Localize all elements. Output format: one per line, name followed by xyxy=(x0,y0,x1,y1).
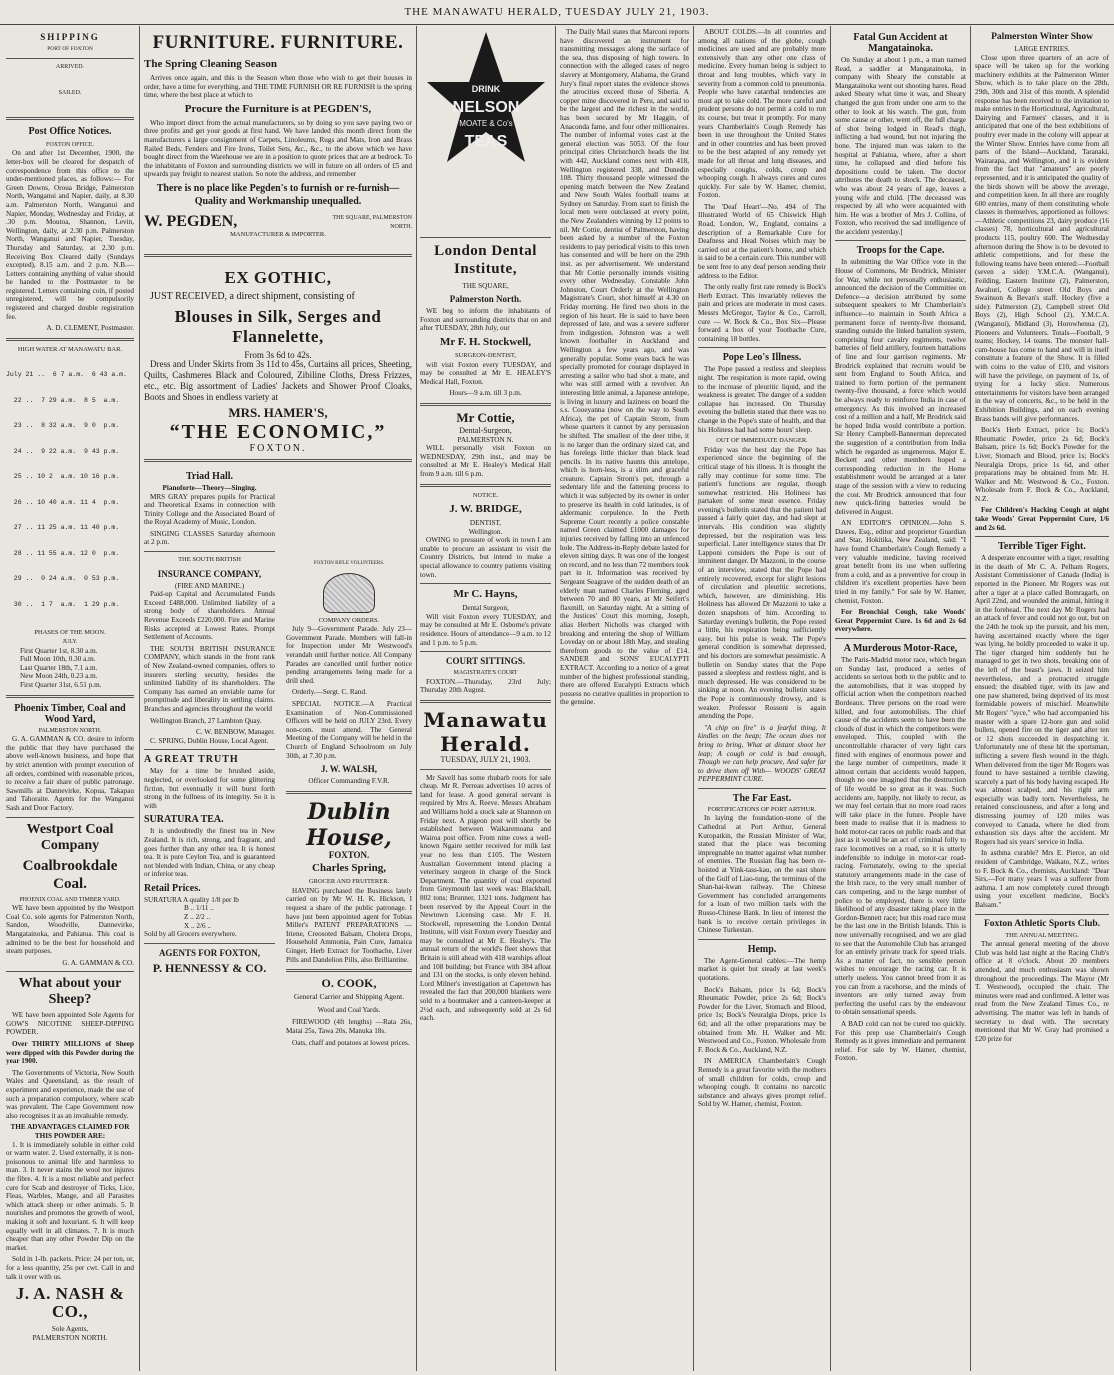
motor-race-body: The Paris-Madrid motor race, which began on Sunday last, produced a series of accidents so serious both to the public and to the automobilists, that it was stopped by official action when the competitors reached Bordeaux. Three persons on the road were killed, and four automobilists. The chief cause of the accidents seem to have been the clouds of dust in which the competitors were enveloped. This, coupled with the uncontrollable character of very light cars fitted with engines of enormous power and the large number of competitors, made it almost certain that accidents would happen, though no one imagined that the destruction of life would be so great as it was. Such accidents are, happily, not likely to recur, as we may feel certain that no more road races will take place in the future. People have been made to realise that it is madness to hold motor-car races on public roads and that just as it would be an act of criminal folly to race locomotives on a road, so it is utterly indefensible to indulge in motor-car road-racing. Fortunately, owing to the special statutory arrangements made in the case of the Irish race, to the very small number of cars competing, and to the large number of police to be employed, there is very little likelihood of any disaster taking place in the Gordon-Bennett race; but this road race must be the last one in the British Islands. This is now universally recognised, and we are glad to see that the Automobile Club has arranged for an entirely private track for speed trials. As a matter of fact, no sensible person wishes to encourage the racing car. It is utterly useless. You cannot breed from it as you can from a racehorse, and the minds of inventors are only turned away from perfecting the useful cars by the endeavour to obtain sensational speeds. xyxy=(835,656,966,1017)
company-orders: COMPANY ORDERS. xyxy=(318,616,380,624)
cottie-role: Dental-Surgeon, xyxy=(459,425,512,435)
great-truth-body: May for a time be brushed aside, neglected, or overlooked for some glittering fiction, but eventually it will burst forth strong in the fullness of its integrity. So it is with xyxy=(144,767,275,810)
column-7 xyxy=(835,28,966,1368)
fire-marine: (FIRE AND MARINE.) xyxy=(174,581,245,590)
column-8 xyxy=(975,28,1109,1368)
tide-row: 26 .. 10 40 a.m. 11 4 p.m. xyxy=(6,498,120,506)
moon-row: Last Quarter 18th, 7.1 a.m. xyxy=(20,663,98,672)
fatal-heading: Fatal Gun Accident at Mangatainoka. xyxy=(853,32,948,54)
bock-ad: Bock's Balsam, price 1s 6d; Bock's Rheumatic Powder, price 2s 6d; Bock's Powder for the Liver, Stomach and Blood, price 1s; Bock's Neuralgia Drops, price 1s 6d; and all the other preparations may be obtained from Mr. H. Walker and Mr. Westwood and Co., Foxton. Wholesale from F. Bock & Co., Auckland, N.Z. xyxy=(698,985,826,1054)
moon-row: First Quarter 31st, 6.51 p.m. xyxy=(20,681,102,689)
cook-sub: General Carrier and Shipping Agent. xyxy=(293,992,405,1002)
motor-race-heading: A Murderous Motor-Race, xyxy=(843,643,958,654)
troops-heading: Troops for the Cape. xyxy=(856,245,945,257)
column-rule xyxy=(555,26,556,1371)
annual-body: The annual general meeting of the above Club was held last night at the Racing Club's office at 8 o'clock. About 20 members attended, and much enthusiasm was shown throughout the proceedings. The Mayor (Mr T. Westwood), occupied the chair. The minutes were read and confirmed. A letter was read from the New Zealand Times Co., re advertising. The matter was left in hands of secretary to deal with. The secretary mentioned that Mr W. Gray had promised a £20 prize for xyxy=(975,940,1109,1043)
post-office-heading: Post Office Notices. xyxy=(28,125,112,137)
bad-cold-ad: A BAD cold can not be cured too quickly. For this prep use Chamberlain's Cough Remedy as it gives immediate and permanent relief. For sale by W. Hamer, chemist, Foxton. xyxy=(835,1019,966,1063)
dental-palmerston: Palmerston North. xyxy=(449,294,522,305)
rifle-heading: FOXTON RIFLE VOLUNTEERS. xyxy=(313,561,385,566)
grocer-label: GROCER AND FRUITERER. xyxy=(308,878,390,886)
masthead-title: THE MANAWATU HERALD, TUESDAY JULY 21, 1903. xyxy=(404,6,710,18)
furniture-heading: FURNITURE. FURNITURE. xyxy=(152,32,404,53)
suratura-body: It is undoubtedly the finest tea in New Zealand. It is rich, strong, and fragrant, and goes further than any other tea. It is honest tea. It is pure Ceylon Tea, and is guaranteed not blended with Indian, China, or any cheap or inferior teas. xyxy=(144,827,275,879)
toothache-article: The only really first rate remedy is Bock's Herb Extract. This invariably relieves the pain and prices are moderate in most cases. Messrs McGregor, Taylor & Co., Carroll, cure — W. Bock & Co., Box Six—Please forward a box of your Toothache Cure, containing 18 bottles. xyxy=(698,283,826,343)
grocers-line: Sold by all Grocers everywhere. xyxy=(144,930,237,939)
large-entries: LARGE ENTRIES. xyxy=(1014,45,1070,53)
court-heading: COURT SITTINGS. xyxy=(445,656,526,667)
sailed-label: SAILED. xyxy=(58,90,82,97)
herald-date: TUESDAY, JULY 21, 1903. xyxy=(440,755,531,764)
gamman-signature: G. A. GAMMAN & CO. xyxy=(62,958,134,967)
herald-title: Manawatu Herald. xyxy=(423,708,548,756)
retail-heading: Retail Prices. xyxy=(144,882,201,894)
bridge-notice: NOTICE. xyxy=(472,491,499,499)
coalbrookdale-heading: Coalbrookdale Coal. xyxy=(22,857,118,892)
nash-place: PALMERSTON NORTH. xyxy=(32,1333,108,1342)
benbow-signature: C. W. BENBOW, Manager. xyxy=(196,728,275,737)
bronchial-ad: For Bronchial Cough, take Woods' Great Peppermint Cure. 1s 6d and 2s 6d everywhere. xyxy=(835,608,966,634)
moate-text: MOATE & Co's xyxy=(458,119,513,128)
dublin-house-heading: Dublin House, xyxy=(306,798,392,851)
sheep-over: Over THIRTY MILLIONS of Sheep were dipped with this Powder during the year 1900. xyxy=(6,1040,134,1066)
chamberlain-ad: IN AMERICA Chamberlain's Cough Remedy is a great favorite with the mothers of small children for colds, croup and whooping cough. It contains no narcotic substance and always gives prompt relief. Sold by W. Hamer, chemist, Foxton. xyxy=(698,1057,826,1109)
fortifications: FORTIFICATIONS OF PORT ARTHUR. xyxy=(707,805,817,813)
nash-sub: Sole Agents, xyxy=(51,1325,89,1334)
hemp-body: The Agent-General cables:—The hemp market is quiet but steady at last week's quotations. xyxy=(698,956,826,982)
triad-heading: Triad Hall. xyxy=(185,470,234,482)
singing-classes: SINGING CLASSES Saturday afternoon at 2 p.m. xyxy=(144,529,275,547)
fort-body: In laying the foundation-stone of the Cathedral at Port Arthur, General Kuropatkin, the Russian Minister of War, stated that the place was becoming impregnable no matter against what number of enemies. The Russian flag has been re-hoisted at Yink-tass-kau, on the east shore of the Gulf of Liao-tung, the terminus of the Shan-hai-kwan railway. The Chinese Government has concluded arrangements for a loan of two million taels with the Russo-Chinese Bank. In lieu of interest the bank is to receive certain privileges in Chinese Turkestan. xyxy=(698,814,826,935)
spring-agent: C. SPRING, Dublin House, Local Agent. xyxy=(150,736,269,745)
pope-heading: Pope Leo's Illness. xyxy=(722,352,802,364)
suratura-heading: SURATURA TEA. xyxy=(144,814,224,826)
deaf-article: The 'Deaf Heart'—No. 494 of The Illustrated World of 65 Chiswick High Road, London, W., England, contains a description of a Remarkable Cure for Deafness and Head Noises which may be carried out at the patient's home, and which is said to be a certain cure. This number will be sent free to any deaf person sending their address to the Editor. xyxy=(698,202,826,280)
editor-opinion: AN EDITOR'S OPINION.—John S. Dawes, Esq., editor and proprietor Guardian and Star, Hokitika, New Zealand, said: "I have found Chamberlain's Cough Remedy a very valuable medicine, having received great benefit from its use when suffering from a cold, and as a preventive for croup in children it's excellent properties have been tried in my family." For sale by W. Hamer, chemist, Foxton. xyxy=(835,519,966,605)
dental-square: THE SQUARE, xyxy=(462,281,509,290)
bridge-place: Wellington. xyxy=(468,527,503,536)
column-rule xyxy=(416,26,417,1371)
hamer-heading: MRS. HAMER'S, xyxy=(228,405,328,421)
surgeon-label: SURGEON-DENTIST, xyxy=(454,351,517,359)
phoenix-yard: PHOENIX COAL AND TIMBER YARD. xyxy=(19,896,121,903)
verse: "A chip on fire" is a fearful thing, It kindles on the heap; The ocean does not bring to bring, What at distant shoot her leap; A cough or cold is bad enough, Though we can help procure, And safer far to drive them off With— WOODS' GREAT PEPPERMINT CURE. xyxy=(698,723,826,784)
tide-row: July 21 .. 6 7 a.m. 6 43 a.m. xyxy=(6,371,127,379)
spring-heading: The Spring Cleaning Season xyxy=(144,58,277,70)
dental-hours: Hours—9 a.m. till 3 p.m. xyxy=(449,389,522,398)
price-row: B .. 1/11 .. xyxy=(184,904,214,913)
sheep-governments: The Governments of Victoria, New South Wales and Queensland, as the result of experiment and experience, made the use of such a preparation compulsory, where scab was prevalent. The Cape Government now also recognises it as an invaluable remedy. xyxy=(6,1068,134,1120)
blouses-price: From 3s 6d to 42s. xyxy=(244,349,312,360)
wood-yards: Wood and Coal Yards. xyxy=(317,1005,381,1014)
procure-heading: Procure the Furniture is at PEGDEN'S, xyxy=(184,102,372,115)
column-1 xyxy=(6,28,134,1368)
crest-image xyxy=(323,573,375,613)
ex-gothic-body: JUST RECEIVED, a direct shipment, consisting of xyxy=(150,290,355,302)
spring-body: HAVING purchased the Business lately carried on by Mr W. H. K. Hickson, I request a share of the public patronage. I have just been appointed agent for Tobias Miller's PATENT PREPARATIONS — Iriene, Creosoted Balsam, Cholera Drops, Household Ammonia, Pain Cure, Jamaica Ginger, Herb Extract for Toothache, Liver Pills and Dandelion Pills, also Brilliantine. xyxy=(286,886,412,964)
moon-row: Full Moon 10th, 0.30 a.m. xyxy=(20,655,96,664)
cottie-heading: Mr Cottie, xyxy=(456,409,515,425)
winter-show-heading: Palmerston Winter Show xyxy=(991,32,1093,42)
annual-meeting: THE ANNUAL MEETING. xyxy=(1005,931,1079,939)
column-rule xyxy=(139,26,140,1371)
court-body: FOXTON.—Thursday, 23rd July; Thursday 20th August. xyxy=(420,677,551,695)
ex-gothic-heading: EX GOTHIC, xyxy=(224,267,332,287)
insurance-heading: INSURANCE COMPANY, xyxy=(157,568,262,579)
sheep-heading: What about your Sheep? xyxy=(18,976,122,1008)
pope-body: The Pope passed a restless and sleepless night. The respiration is more rapid, owing to the increase of pleuritic liquid, and the weakness is greater. The danger of a sudden collapse has increased. On Thursday evening the bulletin stated that there was no change in the Pope's state of health, and that his Holiness had had some hours' sleep. xyxy=(698,365,826,434)
column-rule xyxy=(970,26,971,1371)
hayns-heading: Mr C. Hayns, xyxy=(453,588,518,601)
no-place-heading: There is no place like Pegden's to furnish or re-furnish—Quality and Workmanship unequalled. xyxy=(156,182,400,207)
spring-body: Arrives once again, and this is the Season when those who wish to get their houses in order, have a time for everything, and THE TIME FURNISH OR RE FURNISH is the spring time, where the best place at which to xyxy=(144,74,412,100)
teas-text: TEAS xyxy=(464,133,507,150)
piano-heading: Pianoforte—Theory—Singing. xyxy=(162,483,257,492)
column-rule xyxy=(693,26,694,1371)
wellington-branch: Wellington Branch, 27 Lambton Quay. xyxy=(150,716,262,725)
nash-heading: J. A. NASH & CO., xyxy=(15,1284,125,1322)
post-office-body: On and after 1st December, 1900, the letter-box will be cleared for despatch of correspondence from this office to the under-mentioned places, as follows:— For Green Downs, Oroua Bridge, Palmerston North, Wanganui and Napier, daily, at 8.30 a.m. Palmerston North, Wanganui and Napier, Monday, Wednesday and Friday, at .30 p.m. Moutoa, Shannon, Levin, Wellington, daily, at 2.30 p.m. Palmerston North, Wanganui and Napier, Tuesday, Thursday and Saturday, at 2.30 p.m. Receiving Box Cleared daily (Sundays excepted), 8.15 a.m. and 2 p.m. N.B.—Letters containing anything of value should be handed to the Postmaster to be registered. Letters containing coin, if posted unregistered, will be compulsorily registered and charged double registration fee. xyxy=(6,149,134,321)
bridge-role: DENTIST, xyxy=(469,519,502,528)
tide-row: 23 .. 8 32 a.m. 9 0 p.m. xyxy=(6,422,120,430)
news-body: Mr Savell has some rhubarb roots for sale cheap. Mr R. Perreau advertises 10 acres of land for lease. A good general servant is required by Mrs A. Reeve. Messrs Abraham and Williams hold a stock sale at Shannon on Friday next. A pigeon post will shortly be established between Waikaremoana and Wairoa post office. From nine cows a well-known Ngaire settler received for milk last year no less than £105. The Western Australian Government intend placing a veterinary surgeon in charge of the Stock Department. The quantity of coal exported from Greymouth last week was: Blackball, 802 tons; Brunner, 1321 tons. Judgment has been reserved by the Appeal Court in the Newtown Licensing case. Mr F. H. Stockwell, representing the London Dental Institute, will visit Foxton every Tuesday and may be consulted at Mr E. Healey's. The annual return of the world's fleet shows that Britain is still ahead with 418 warships afloat and 108 building; but France with 384 afloat and 131 on the stocks, is only eleven behind. Lord Milner's investigation at Capetown has revealed the fact that 200,000 blankets were sold to a bootmaker and a canteen-keeper at 2½d each, and subsequently sold at 2s 6d each. xyxy=(420,773,551,1023)
asthma-ad: In asthma curable? Mrs E. Pierce, an old resident of Cambridge, Waikato, N.Z., writes to F. Bock & Co., chemists, Auckland: "Dear Sirs,—For many years I was a sufferer from asthma. I am now completely cured through using your excellent medicine, Bock's Balsam." xyxy=(975,849,1109,909)
moon-month: JULY. xyxy=(62,639,78,646)
advantages-list: 1. It is immediately soluble in either cold or warm water. 2. Used externally, it is non-poisonous to animal life and harmless to man. 3. It never stains the wool nor injures the fibre. 4. It is a most reliable and perfect cure for Scab and destroyer of Ticks, Lice, Fleas, Warbles, Mange, and all Parasites which attack sheep or other animals. 5. It nourishes and promotes the growth of wool, making it soft and luxuriant. 6. It will keep equally well in all climates. 7. It is much cheaper than any other Powder Dip on the market. xyxy=(6,1140,134,1252)
magistrate-label: MAGISTRATE'S COURT xyxy=(453,670,518,677)
great-truth-heading: A GREAT TRUTH xyxy=(144,754,239,766)
phoenix-heading: Phoenix Timber, Coal and Wood Yard, xyxy=(14,702,126,725)
special-notice: SPECIAL NOTICE.—A Practical Examination of Non-Commissioned Officers will be held on JULY 23rd. Every non-com. must attend. The General Meeting of the Company will be held in the Church of England Schoolroom on July 30th, at 7.30 p.m. xyxy=(286,699,412,760)
far-east-heading: The Far East. xyxy=(732,792,792,804)
moon-heading: PHASES OF THE MOON. xyxy=(34,629,106,637)
stockwell-body: will visit Foxton every TUESDAY, and may be consulted at Mr E. HEALEY'S Medical Hall, Foxton. xyxy=(420,360,551,386)
dress-body: Dress and Under Skirts from 3s 11d to 45s, Curtains all prices, Sheeting, Quilts, Cashmeres Black and Coloured, Zibiline Cloths, Dress Frizzes, etc., etc. Big assortment of Ladies' Jackets and Shower Proof Cloaks, Boots and Shoes in endless variety at xyxy=(144,359,412,403)
oats-line: Oats, chaff and potatoes at lowest prices. xyxy=(292,1038,410,1047)
orderly: Orderly.—Sergt. C. Rand. xyxy=(292,688,367,697)
column-3-lower xyxy=(286,560,412,1368)
price-row: SURATURA A quality 1/8 per lb xyxy=(144,895,239,904)
economic-place: FOXTON. xyxy=(249,443,307,455)
moon-row: First Quarter 1st, 8.30 a.m. xyxy=(20,646,98,655)
south-body-2: THE SOUTH BRITISH INSURANCE COMPANY, which stands in the front rank of New Zealand-owned companies, offers to insurers sterling security, besides the unlimited liability of its shareholders. The Company has earned an enviable name for promptitude and liberality in settling claims. Branches and agencies throughout the world xyxy=(144,644,275,713)
hennessy-heading: P. HENNESSY & CO. xyxy=(152,960,267,975)
tide-row: 24 .. 9 22 a.m. 9 43 p.m. xyxy=(6,447,120,455)
tide-row: 30 .. 1 7 a.m. 1 29 p.m. xyxy=(6,600,120,608)
price-row: Z .. 2/2 .. xyxy=(184,913,211,922)
column-5 xyxy=(560,28,689,1368)
shipping-heading: SHIPPING xyxy=(40,32,100,42)
bridge-body: OWING to pressure of work in town I am unable to procure an assistant to visit the Country Districts, but intend to make a special allowance to country patients visiting town. xyxy=(420,536,551,579)
troops-body: In submitting the War Office vote in the House of Commons, Mr Brodrick, Minister for War, while not personally enthusiastic, announced the decision of the Committee on Defence—a decision attributed by some subsequent speakers to Mr Chamberlain's influence—to maintain in South Africa a permanent force of twenty-five thousand, standing outside the linked battalion system, comprising four cavalry regiments, twelve batteries of field artillery, fourteen battalions of line and four garrison regiments. Mr Brodrick explained that recruits would be sent from England to South Africa, and trained to form portion of the permanent twenty-five thousand, a force which would be always ready to reinforce India in case of emergency. As this involved an increased cost of a million and a half, Mr Brodrick said he hoped India would contribute a portion. Sir Henry Campbell-Bannerman deprecated the suggestion of a contribution from India which he regarded as ungenerous. Major E. Beckett and other members hoped a corresponding reduction in the Home establishment would be arranged at a later stage of the session with a view to reducing the cost. Mr Brodrick announced that four new quick-firing batteries would be delivered in August. xyxy=(835,258,966,516)
column-6 xyxy=(698,28,826,1368)
nelson-text: NELSON xyxy=(452,99,519,116)
news-body-2: The Daily Mail states that Marconi reports have discovered an instrument for transmitting messages along the surface of the sea, thus disposing of high towers. In connection with the alleged cases of negro slavery at Montgomery, Alabama, the Grand Jury's final report states the evidence shows the atrocities exceed those of Siberia. A copper mine discovered in Peru, and said to be the largest and the richest in the world, has been secured by Mr Haggin, of Anaconda fame, and four other millionaires. The number of informal votes cast at the general election was 5053. Of the four principal cities Christchurch heads the list with 442, Auckland comes next with 418, Wellington registered 338, and Dunedin 108. Thirty thousand people witnessed the opening match between the New Zealand and New South Wales football teams at Sydney on Saturday. From start to finish the local men were outclassed at every point, the New Zealanders winning by 12 points to nil. Mr Cottie, dentist of Palmerston, having been asked by a number of the Foxton residents to pay periodical visits to this town has consented and will be here on the 29th inst. as per advertisement. We understand that Mr Cottie personally intends visiting every other Wednesday. Constable John Johnston, Court Orderly at the Wellington Magistrate's Court, shot himself at 4.30 on Friday morning. He fired two shots in the region of his heart. He is said to have been depressed of late, and was a severe sufferer from indigestion. Johnston was a well known footballer in Auckland and Wellington a few years ago, and was generally popular. Some years back he was specially promoted for courage displayed in arresting a sailor who had shot a mate, and who was still armed with a revolver. An interesting little animal, a Japanese antelope, is living in luxury and laziness on board the s.s. Cooeyanna (now on the way to South Africa), the pet of Captain Strom, from whose quarters it cannot by any persuasion be shifted. The smallest of the deer tribe, it is no larger than the ordinary sized cat, and has forelegs little thicker than black lead pencils. In its native haunts this antelope, which is horn-less, is a slim and graceful creature. Captain Strom's pet, through a sedentary life and the fattening process to which it was subjected by its owner in order to preserve its health in cold latitudes, is of aldermanic corpulence. In the Perth Supreme Court recently a police constable named Green claimed £1000 damages for injuries received by falling into an unfenced hole. The Address-in-Reply debate lasted for eleven sitting days. It was one of the longest on record, and no less than 72 members took part in it. Information was received by Sergeant Seagrave of the sudden death of an elderly man named Charles Fleming, aged between 70 and 80 years, at Mr Seifert's flaxmill, on Saturday night. At a sitting of the Justices' Court this morning, Joseph, alias Herbert Nicholls was charged with breaking and entering the shop of William Loveday on or about 18th May, and stealing therefrom goods to the value of £14. SANDER and SONS' EUCALYPTI EXTRACT. According to a notice of a great number of the highest professional standing, there are offered Eucalypti Extracts which possess no curative qualities in proportion to the genuine. xyxy=(560,28,689,707)
gray-body: MRS GRAY prepares pupils for Practical and Theoretical Exams in connection with Trinity College and the Associated Board of the Royal Academy of Music, London. xyxy=(144,492,275,527)
economic-heading: “THE ECONOMIC,” xyxy=(169,421,387,444)
arrived-label: ARRIVED. xyxy=(55,63,85,70)
hayns-role: Dental Surgeon, xyxy=(462,604,509,613)
south-british-title: THE SOUTH BRITISH xyxy=(178,556,241,564)
westport-heading: Westport Coal Company xyxy=(26,821,114,853)
south-body: Paid-up Capital and Accumulated Funds Exceed £488,000. Unlimited liability of a strong body of shareholders. Annual Revenue Exceeds £220,000. Fire and Marine Risks accepted at Lowest Rates. Prompt Settlement of Accounts. xyxy=(144,590,275,642)
walsh-heading: J. W. WALSH, xyxy=(320,764,378,775)
nelson-teas-ad xyxy=(420,30,551,233)
walsh-role: Officer Commanding F.V.R. xyxy=(308,777,390,786)
fatal-body: On Sunday at about 1 p.m., a man named Read, a saddler at Mangatainoka, in company with Sheary the constable at Mangatainoka went out shooting hares. Read asked Sheary what time it was, and Sheary changed the gun from under one arm to the other to look at his watch. The gun, from some cause or other, went off, the full charge of shot being lodged in Read's thigh, inflicting a bad wound, but not injuring the bone. The injured man was taken to the hospital at Pahiatua, where, after a short time, he collapsed and died before his depositions could be taken. The doctor attributes the death to shock. The deceased, who was about 24 years of age, leaves a young wife and child. [The deceased was respected by all who were acquainted with him. He was a brother of Mrs J. Collins, of Foxton, who received the sad intelligence of the accident yesterday.] xyxy=(835,56,966,236)
firewood-prices: FIREWOOD (4ft lengths) —Rata 26s, Matai 25s, Tawa 20s, Manuka 18s. xyxy=(286,1018,412,1035)
out-of-danger: OUT OF IMMEDIATE DANGER. xyxy=(716,437,808,445)
price-row: X .. 2/6 .. xyxy=(184,921,211,930)
advantages-heading: THE ADVANTAGES CLAIMED FOR THIS POWDER ARE: xyxy=(10,1123,130,1140)
out-body: Friday was the best day the Pope has experienced since the beginning of the critical stage of his illness. It is thought the rally may continue for some time. The patient's functions are regular, though somewhat restricted. His Holiness has partaken of some meat essence. Friday evening's bulletin stated that the patient had passed a fairly quiet day, and had slept at intervals. His condition was slightly depressed, but the respiration was less superficial. Later intelligence states that Dr Lapponi considers the Pope is out of imminent danger. Dr Mazzoni, in the course of an interview, stated that the Pope had entirely recovered, except for slight lesions of circulation and pleuritic secretions, which, however, are diminishing. His Holiness has allowed Dr Mazzoni to take a dozen snapshots of him. According to Saturday evening's bulletin, the Pope rested a little, his respiration being sufficiently easy, but his pulse is weak. The Pope's general condition is somewhat depressed, and his doctors are somewhat pessimistic. A bulletin on Sunday states that the Pope passed a sleepless and restless night, and is much depressed. He was considered to be sinking at noon. An evening bulletin states the Pope is continuously drowsy, and is weaker. Professor Rossoni is again attending the Pope. xyxy=(698,445,826,721)
dublin-place: FOXTON. xyxy=(328,849,370,860)
cottie-place: PALMERSTON N. xyxy=(457,435,514,444)
tide-heading: HIGH WATER AT MANAWATU BAR. xyxy=(17,345,123,353)
tide-row: 27 .. 11 25 a.m. 11 40 p.m. xyxy=(6,524,120,532)
phoenix-place: PALMERSTON NORTH. xyxy=(38,727,102,734)
bock-herb-ad: Bock's Herb Extract, price 1s; Bock's Rheumatic Powder, price 2s 6d; Bock's Balsam, price 1s 6d; Bock's Powder for the Liver, Stomach and Blood, price 1s; Bock's Neuralgia Drops, price 1s 6d, and other preparations may be obtained from Mr. H. Walker and Mr. Westwood & Co., Foxton. Wholesale from F. Bock & Co., Auckland, N.Z. xyxy=(975,426,1109,503)
pegden-role: MANUFACTURER & IMPORTER. xyxy=(230,231,326,239)
post-office-sub: FOXTON OFFICE. xyxy=(46,141,94,148)
drink-text: DRINK xyxy=(471,84,500,94)
blouses-heading: Blouses in Silk, Serges and Flannelette, xyxy=(174,306,382,346)
postmaster: A. D. CLEMENT, Postmaster. xyxy=(46,324,134,333)
tide-row: 25 .. 10 2 a.m. 10 16 p.m. xyxy=(6,473,120,481)
orders-body: July 9—Government Parade. July 23—Government Parade. Members will fall-in for Inspection under Mr Westwood's verandah until further notice. All Company Parades are cancelled until further notice pending arrangements being made for a drill shed. xyxy=(286,625,412,685)
dental-institute-heading: London Dental Institute, xyxy=(434,242,537,277)
cook-heading: O. COOK, xyxy=(321,976,377,991)
column-rule xyxy=(830,26,831,1371)
phoenix-body: G. A. GAMMAN & CO. desire to inform the public that they have purchased the above well-known business, and hope that by strict attention with prompt execution of all orders, combined with reasonable prices, to receive a fair share of public patronage. Sawmills at Dannevirke, Kopua, Takapau and Tahoraite. Agents for the Wanganui Sash and Door Factory. xyxy=(6,735,134,812)
pegden-address: THE SQUARE, PALMERSTON NORTH. xyxy=(332,214,412,230)
moon-row: New Moon 24th, 0.23 a.m. xyxy=(20,672,98,681)
hayns-body: Will visit Foxton every TUESDAY, and may be consulted at Mr E. Osborne's private residence. Hours of attendance—9 a.m. to 12 and 1 p.m. to 5 p.m. xyxy=(420,612,551,647)
agents-heading: AGENTS FOR FOXTON, xyxy=(158,947,261,958)
tide-row: 28 .. 11 55 a.m. 12 0 p.m. xyxy=(6,549,120,557)
masthead xyxy=(0,0,1114,25)
hemp-heading: Hemp. xyxy=(747,943,777,955)
dental-body: WE beg to inform the inhabitants of Foxton and surrounding districts that on and after TUESDAY, 28th July, our xyxy=(420,307,551,333)
star-logo xyxy=(423,30,549,230)
stockwell-heading: Mr F. H. Stockwell, xyxy=(439,335,532,348)
bridge-heading: J. W. BRIDGE, xyxy=(449,503,522,516)
westport-body: WE have been appointed by the Westport Coal Co. sole agents for Palmerston North, Sandon, Woodville, Dannevirke, Mangatainoka, and Pahiatua. This coal is admitted to be the best for household and steam purposes. xyxy=(6,904,134,956)
price-text: Sold in 1-lb. packets. Price: 24 per ton, or, for a less quantity, 25s per cwt. Call in and talk it over with us. xyxy=(6,1255,134,1281)
winter-show-body: Close upon three quarters of an acre of space will be taken up for the working machinery exhibits at the Palmerston Winter Show, which is to take place on the 28th, 29th, 30th and 31st of this month. A splendid response has been received to the invitation to make entries in the Horticultural, Agricultural, Dairying and Farmers' classes, and it is anticipated that one of the best exhibitions of poultry ever made in the colony will appear at the Winter Show. Entries have come from all parts of the Island—Auckland, Taranaki, Wairarapa, and Wellington, and it is evident from the fact that "amateurs" are poorly represented, and it is anticipated the quality of the birds shown will be above the average, and competition keen. In all there are roughly 600 entries, many of them constituting whole classes in themselves, apportioned as follows:—Athletic competitions 23, dairy produce (16 classes) 78, horticultural and agricultural products 115, poultry 600. The Wednesday afternoon during the Show is to be devoted to athletic competitions, and for these the following teams have been entered:—Football (seven a side): Y.M.C.A. (Wanganui), Feilding, Eastern Institute (2), Palmerston, Awahuri, College street Old Boys and Swainson & Bevan's staff. Hockey (five a side): Palmerston (2), Campbell street Old Boys (2), High School (2), Y.M.C.A. (Wanganui), Midland (3), Horowhenua (2), Pioneers and Volunteers. Totals—Football, 9 teams; Hockey, 14 teams. The monster hall-cum-house has come to hand and will in itself constitute a feature of the Show. It is filled with coins to the value of £10, and visitors will have the privilege, on payment of 1s, of trying for a lucky slice. Numerous entertainments for visitors have been arranged in the way of concerts, &c., to be held in the Exhibition Buildings, and on each evening Brass bands will give performances. xyxy=(975,53,1109,423)
sheep-body: WE have been appointed Sole Agents for GOW'S NICOTINE SHEEP-DIPPING POWDER. xyxy=(6,1011,134,1037)
tide-table xyxy=(6,354,134,626)
colds-article: ABOUT COLDS.—In all countries and among all nations of the globe, cough medicines are used and are probably more extensively than any other one class of medicine. Every human being is subject to throat and lung troubles, which vary in severity from a common cold to pneumonia. People who have catarrhal tendencies are most apt to take cold. The more careful and prudent persons do not permit a cold to run its course, but treat it promptly. For many years Chamberlain's Cough Remedy has been in use throughout the United States and in other countries and has been proved to be the best adapted of any remedy yet made for all throat and lung diseases, and especially coughs, colds, croup and whooping cough. It always cures and cures quickly. For sale by W. Hamer, chemist, Foxton. xyxy=(698,28,826,200)
port-label: PORT OF FOXTON xyxy=(47,46,93,52)
cottie-body: WILL personally visit Foxton on WEDNESDAY, 29th inst., and may be consulted at Mr E. Healey's Medical Hall from 9 a.m. till 6 p.m. xyxy=(420,444,551,478)
column-4 xyxy=(420,28,551,1368)
pegden-body: Who import direct from the actual manufacturers, so by doing so you save paying two or three profits and get your goods at first hand. We have landed this month direct from the manufacturers a large consignment of Carpets, Linoleums, Rugs and Mats, Iron and Brass Railed Beds, Fenders and Fire Irons, Toilet Sets, &c., &c., to the above which we have bought direct from the Warehouse we are in a position to quote prices that are at bedrock. To the inhabitants of Foxton and surrounding districts we will in future on all orders of £5 and upwards pay freight to nearest station. So note the address, and remember xyxy=(144,118,412,179)
hacking-cough-ad: For Children's Hacking Cough at night take Woods' Great Peppermint Cure, 1/6 and 2s 6d. xyxy=(975,506,1109,532)
charles-spring: Charles Spring, xyxy=(312,862,386,875)
athletic-heading: Foxton Athletic Sports Club. xyxy=(983,918,1101,929)
tide-row: 29 .. 0 24 a.m. 0 53 p.m. xyxy=(6,575,120,583)
pegden-name: W. PEGDEN, xyxy=(144,213,238,231)
tiger-heading: Terrible Tiger Fight. xyxy=(998,541,1086,553)
tide-row: 22 .. 7 29 a.m. 8 5 a.m. xyxy=(6,396,120,404)
tiger-body: A desperate encounter with a tiger, resulting in the death of Mr C. A. Pelham Rogers, Assistant Commissioner of Canada (India) is reported in the Pioneer. Mr Rogers was out after a tiger at a place called Bomragarh, on April 22nd, and wounded the animal, hitting it in the forehead. The next day Mr Rogers had an attack of fever and could not go out, but on the 24th he took up the pursuit, and his men, having ascertained exactly where the tiger was lying, he boldly proceeded to wake it up. The tiger charged him suddenly but he managed to get in two shots, breaking one of the left of the beast's jaws. It seized him nevertheless, and a protracted struggle ensued; the disabled tiger, with its jaw and one paw shattered, being deprived of its most formidable powers of mischief. Meanwhile Mr Rogers' "syce," who had accompanied his master with a spare 12-bore gun and solid bullets, opened fire on the tiger and after ten or 12 shots succeeded in despatching it. Unfortunately one of these hit the sportsman, inflicting a severe flesh wound in the thigh. When delivered from the tiger Mr Rogers was found to have sustained a terrible clawing, scarcely a part of his body having escaped. He was almost scalped, and his right arm especially was badly torn. Nevertheless, he retained consciousness, and after a long and distressing journey of 120 miles was conveyed to Canada, where he died from exhaustion six days after the accident. Mr Rogers had six years' service in India. xyxy=(975,554,1109,846)
